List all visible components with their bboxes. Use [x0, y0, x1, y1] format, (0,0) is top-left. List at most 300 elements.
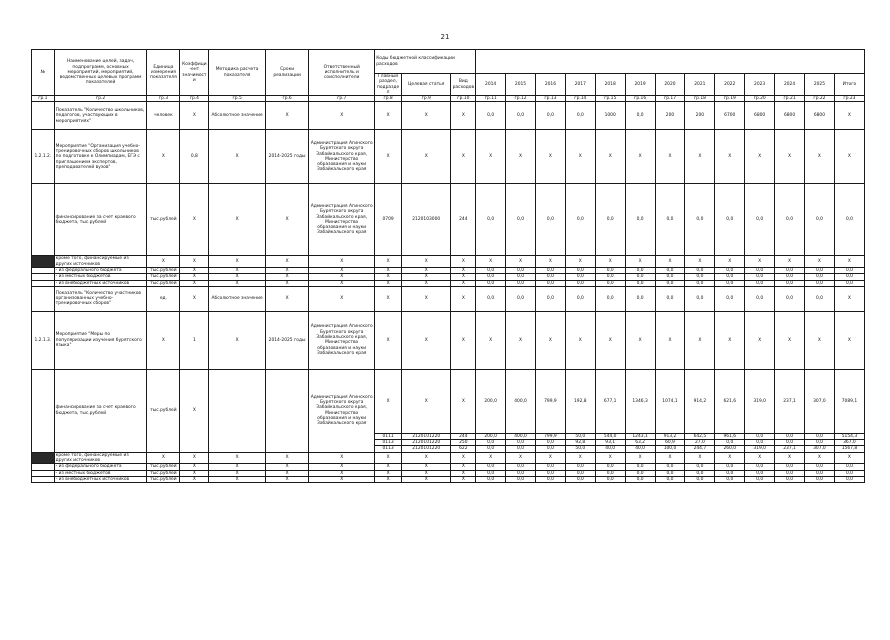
table-cell: 0,0 — [715, 464, 745, 470]
header-year: 2016 — [535, 74, 565, 96]
table-cell: 0,0 — [655, 464, 685, 470]
header-method: Методика расчета показателя — [209, 50, 266, 96]
table-cell: 0,0 — [506, 286, 536, 311]
table-cell: 0,0 — [565, 267, 595, 273]
table-cell: 6800 — [745, 102, 775, 130]
header-year: Итого — [834, 74, 864, 96]
table-cell: 307,0 — [804, 369, 834, 433]
table-cell: X — [209, 267, 266, 273]
table-cell: X — [834, 256, 864, 268]
table-cell: 0,8 — [180, 130, 209, 184]
table-cell: 5154,3 — [834, 433, 864, 439]
header-year: 2020 — [655, 74, 685, 96]
table-cell: X — [375, 464, 402, 470]
table-cell: X — [775, 452, 805, 464]
table-cell: Показатель "Количество участников организованных учебно-тренировочных сборов" — [54, 286, 147, 311]
table-cell: X — [309, 452, 375, 464]
header-year: 2021 — [685, 74, 715, 96]
table-cell: X — [506, 311, 536, 369]
table-cell: 50,0 — [565, 446, 595, 452]
table-cell: X — [309, 274, 375, 280]
table-cell: 0,0 — [595, 267, 625, 273]
header-year: 2023 — [745, 74, 775, 96]
table-cell: 0,0 — [506, 446, 536, 452]
table-cell: X — [685, 256, 715, 268]
table-cell: 677,1 — [595, 369, 625, 433]
extrabudget-row — [32, 476, 865, 482]
table-cell: X — [265, 267, 308, 273]
table-cell: - из местных бюджетов — [54, 470, 147, 476]
indicator-row — [32, 286, 865, 311]
table-cell: 622 — [451, 446, 476, 452]
table-cell: X — [595, 452, 625, 464]
table-cell: 6700 — [715, 102, 745, 130]
table-cell: 1000 — [595, 102, 625, 130]
table-cell: X — [147, 256, 180, 268]
table-cell: 0,0 — [775, 476, 805, 482]
header-subcode: Главный раздел, подраздел — [375, 74, 402, 96]
table-cell: 50,0 — [565, 433, 595, 439]
table-cell: 0,0 — [655, 476, 685, 482]
col-number: гр.22 — [804, 96, 834, 102]
col-number: гр.19 — [715, 96, 745, 102]
table-cell: 200,0 — [476, 433, 506, 439]
table-cell: X — [595, 256, 625, 268]
table-cell: 367,0 — [834, 440, 864, 446]
header-name: Наименование целей, задач, подпрограмм, основных мероприятий, мероприятий, ведомственных целевых программ показателей — [54, 50, 147, 96]
table-cell: X — [476, 311, 506, 369]
table-cell — [209, 369, 266, 452]
table-cell: 0,0 — [595, 286, 625, 311]
table-cell: X — [834, 130, 864, 184]
table-cell: 0,0 — [775, 464, 805, 470]
table-cell: X — [401, 130, 450, 184]
header-year: 2025 — [804, 74, 834, 96]
table-cell: 0,0 — [535, 102, 565, 130]
table-cell: X — [401, 280, 450, 286]
table-cell: X — [476, 130, 506, 184]
table-cell: 0,0 — [535, 286, 565, 311]
table-cell: ед. — [147, 286, 180, 311]
table-cell: X — [655, 256, 685, 268]
table-cell: 250 — [451, 440, 476, 446]
table-cell: X — [265, 470, 308, 476]
table-cell: 92,8 — [565, 440, 595, 446]
table-cell: X — [309, 464, 375, 470]
table-cell: 63,2 — [625, 440, 655, 446]
table-cell: X — [375, 267, 402, 273]
table-cell: 0,0 — [565, 102, 595, 130]
table-cell: 2120101220 — [401, 440, 450, 446]
table-cell: 2120101220 — [401, 446, 450, 452]
table-cell: 0,0 — [535, 440, 565, 446]
table-cell: 0,0 — [715, 280, 745, 286]
table-cell: 0,0 — [775, 470, 805, 476]
table-cell: X — [180, 369, 209, 452]
table-cell: 913,2 — [655, 433, 685, 439]
table-cell: - из федерального бюджета — [54, 464, 147, 470]
table-cell: 0,0 — [804, 440, 834, 446]
table-cell: 0,0 — [595, 470, 625, 476]
table-cell: 0,0 — [715, 470, 745, 476]
col-number: гр.8 — [375, 96, 402, 102]
table-cell: X — [565, 256, 595, 268]
header-year: 2017 — [565, 74, 595, 96]
table-cell: 0,0 — [625, 280, 655, 286]
table-cell: 0,0 — [775, 267, 805, 273]
table-cell: X — [401, 267, 450, 273]
table-cell: X — [265, 256, 308, 268]
table-cell: X — [834, 452, 864, 464]
table-cell: X — [625, 256, 655, 268]
table-cell: X — [451, 256, 476, 268]
table-cell: X — [180, 267, 209, 273]
table-cell: X — [451, 280, 476, 286]
table-cell: тыс.рублей — [147, 464, 180, 470]
table-cell: X — [834, 311, 864, 369]
table-cell: 0,0 — [535, 280, 565, 286]
table-cell: 319,0 — [745, 369, 775, 433]
table-cell: 40,0 — [625, 446, 655, 452]
table-cell: 0,0 — [506, 280, 536, 286]
table-cell: X — [804, 130, 834, 184]
table-cell: 0,0 — [804, 184, 834, 256]
table-cell: X — [375, 286, 402, 311]
table-cell: 0,0 — [476, 267, 506, 273]
table-cell: 0,0 — [804, 464, 834, 470]
table-cell: 0,0 — [834, 476, 864, 482]
table-cell: 1567,8 — [834, 446, 864, 452]
table-cell: 0,0 — [775, 433, 805, 439]
table-cell: 244 — [451, 433, 476, 439]
table-cell: 0,0 — [595, 184, 625, 256]
table-cell: 0,0 — [745, 274, 775, 280]
table-cell: 0,0 — [715, 184, 745, 256]
table-cell: X — [804, 256, 834, 268]
table-cell — [32, 369, 55, 452]
table-cell: 0,0 — [625, 267, 655, 273]
col-number: гр.17 — [655, 96, 685, 102]
table-cell: X — [715, 452, 745, 464]
header-budget-codes: Коды бюджетной классификации расходов — [375, 50, 476, 74]
table-cell: 307,0 — [804, 446, 834, 452]
table-cell: X — [401, 102, 450, 130]
table-cell: Администрация Агинского Бурятского округа Забайкальского края, Министерство образования и науки Забайкальского края — [309, 369, 375, 452]
table-cell: X — [401, 274, 450, 280]
table-cell: 237,1 — [775, 446, 805, 452]
col-number: гр.15 — [595, 96, 625, 102]
table-cell: 0,0 — [745, 433, 775, 439]
table-cell: X — [180, 452, 209, 464]
table-cell — [32, 102, 55, 130]
col-number: гр.23 — [834, 96, 864, 102]
table-cell: X — [209, 452, 266, 464]
table-cell: X — [565, 130, 595, 184]
table-cell: 0,0 — [804, 280, 834, 286]
financing-row — [32, 184, 865, 256]
table-cell: 0,0 — [655, 274, 685, 280]
table-cell: X — [745, 256, 775, 268]
table-cell: 6800 — [804, 102, 834, 130]
table-cell: X — [147, 452, 180, 464]
table-cell: 0,0 — [655, 280, 685, 286]
table-cell: X — [375, 256, 402, 268]
table-cell: 0,0 — [804, 267, 834, 273]
event-row — [32, 311, 865, 369]
table-cell: X — [535, 256, 565, 268]
table-cell: X — [804, 311, 834, 369]
table-cell: 0,0 — [565, 280, 595, 286]
table-cell: X — [401, 452, 450, 464]
table-cell: X — [180, 280, 209, 286]
table-cell: 0,0 — [476, 184, 506, 256]
table-cell: 27,0 — [685, 440, 715, 446]
table-cell — [32, 476, 55, 482]
table-cell: X — [375, 369, 402, 433]
header-executor: Ответственный исполнитель и соисполнители — [309, 50, 375, 96]
table-cell: 0,0 — [595, 274, 625, 280]
table-cell: 0111 — [375, 433, 402, 439]
table-cell: 0,0 — [565, 184, 595, 256]
table-cell — [265, 369, 308, 452]
table-cell: 0,0 — [804, 286, 834, 311]
table-cell: X — [265, 464, 308, 470]
table-cell: Показатель "Количество школьников, педагогов, участвующих в мероприятиях" — [54, 102, 147, 130]
table-cell: 1074,1 — [655, 369, 685, 433]
table-cell: X — [375, 470, 402, 476]
col-number: гр.12 — [506, 96, 536, 102]
table-cell: X — [375, 280, 402, 286]
table-cell: X — [209, 256, 266, 268]
header-year: 2019 — [625, 74, 655, 96]
table-cell: 200 — [655, 102, 685, 130]
table-cell: 0,0 — [506, 470, 536, 476]
page-number: 21 — [440, 33, 450, 41]
table-cell: 799,9 — [535, 369, 565, 433]
header-year: 2015 — [506, 74, 536, 96]
table-cell: 0,0 — [565, 274, 595, 280]
table-cell: 0,0 — [506, 267, 536, 273]
table-cell: 0,0 — [655, 470, 685, 476]
table-cell: - из внебюджетных источников — [54, 280, 147, 286]
table-cell: 0,0 — [715, 440, 745, 446]
table-cell: 0,0 — [506, 464, 536, 470]
col-number: гр.7 — [309, 96, 375, 102]
table-cell: X — [209, 184, 266, 256]
table-cell: 799,9 — [535, 433, 565, 439]
table-cell: 0,0 — [506, 440, 536, 446]
table-cell: 244 — [451, 184, 476, 256]
table-cell: X — [655, 452, 685, 464]
table-cell: финансирование за счет краевого бюджета, тыс.рублей — [54, 369, 147, 452]
table-cell: финансирование за счет краевого бюджета, тыс.рублей — [54, 184, 147, 256]
table-cell: X — [309, 280, 375, 286]
table-cell: X — [451, 369, 476, 433]
table-cell — [32, 256, 55, 268]
table-cell: 0,0 — [685, 280, 715, 286]
table-cell: X — [265, 102, 308, 130]
table-cell: 0,0 — [625, 464, 655, 470]
table-cell: X — [685, 311, 715, 369]
table-cell: X — [209, 274, 266, 280]
table-cell: X — [401, 256, 450, 268]
table-cell: 0,0 — [775, 440, 805, 446]
col-number: гр.3 — [147, 96, 180, 102]
event-row — [32, 130, 865, 184]
table-cell: 0,0 — [625, 102, 655, 130]
table-cell: 0,0 — [685, 274, 715, 280]
table-cell: 0,0 — [565, 286, 595, 311]
table-cell: 0,0 — [745, 184, 775, 256]
col-number: гр.18 — [685, 96, 715, 102]
table-cell: X — [375, 476, 402, 482]
table-cell: Администрация Агинского Бурятского округа Забайкальского края, Министерство образования и науки Забайкальского края — [309, 311, 375, 369]
table-cell: 0,0 — [476, 440, 506, 446]
table-cell: 0,0 — [625, 476, 655, 482]
table-cell — [32, 286, 55, 311]
table-cell: X — [180, 286, 209, 311]
table-cell: 0,0 — [625, 184, 655, 256]
table-cell: X — [309, 102, 375, 130]
table-cell: 0,0 — [775, 274, 805, 280]
table-cell: 93,1 — [595, 440, 625, 446]
table-cell: X — [715, 311, 745, 369]
table-cell: X — [565, 452, 595, 464]
table-cell: 0709 — [375, 184, 402, 256]
table-cell: X — [451, 452, 476, 464]
table-cell: X — [745, 311, 775, 369]
table-cell: 237,1 — [775, 369, 805, 433]
table-cell: 0,0 — [655, 184, 685, 256]
table-cell: 400,0 — [506, 369, 536, 433]
table-cell: кроме того, финансируемые из других источников — [54, 256, 147, 268]
table-cell: X — [309, 256, 375, 268]
table-cell: X — [775, 256, 805, 268]
table-cell: X — [401, 476, 450, 482]
table-cell: X — [535, 311, 565, 369]
table-cell: 0,0 — [625, 274, 655, 280]
table-cell: X — [180, 464, 209, 470]
table-cell: 2120101220 — [401, 433, 450, 439]
table-cell: 0,0 — [775, 280, 805, 286]
table-cell: 6800 — [775, 102, 805, 130]
table-cell: X — [451, 286, 476, 311]
table-cell: 0,0 — [535, 446, 565, 452]
table-cell: X — [535, 452, 565, 464]
table-cell: X — [265, 452, 308, 464]
header-year: 2018 — [595, 74, 625, 96]
table-cell: X — [147, 130, 180, 184]
table-cell: 1243,1 — [625, 433, 655, 439]
table-cell: 244,7 — [685, 446, 715, 452]
table-cell: X — [401, 369, 450, 433]
header-row-1 — [32, 50, 865, 74]
table-cell: 0,0 — [595, 464, 625, 470]
table-cell: X — [209, 476, 266, 482]
table-cell: 0,0 — [685, 267, 715, 273]
table-cell: 0,0 — [834, 267, 864, 273]
table-cell: X — [180, 102, 209, 130]
table-cell: 0,0 — [506, 476, 536, 482]
table-cell: X — [265, 286, 308, 311]
table-cell: 40,0 — [595, 446, 625, 452]
table-cell: X — [265, 274, 308, 280]
table-cell: X — [309, 476, 375, 482]
table-cell: тыс.рублей — [147, 184, 180, 256]
table-cell: 0,0 — [834, 274, 864, 280]
table-cell: X — [595, 311, 625, 369]
table-cell: 642,5 — [685, 433, 715, 439]
financing-row — [32, 369, 865, 433]
table-cell: X — [209, 311, 266, 369]
table-cell: X — [745, 452, 775, 464]
table-cell: - из внебюджетных источников — [54, 476, 147, 482]
table-cell: 7089,1 — [834, 369, 864, 433]
table-cell: X — [180, 184, 209, 256]
table-cell: X — [401, 286, 450, 311]
table-cell: 0,0 — [685, 286, 715, 311]
col-number: гр.14 — [565, 96, 595, 102]
table-cell: X — [209, 130, 266, 184]
table-cell: 0,0 — [745, 267, 775, 273]
table-cell: тыс.рублей — [147, 470, 180, 476]
table-cell: 0,0 — [535, 184, 565, 256]
table-cell: 0,0 — [775, 286, 805, 311]
table-cell: 621,6 — [715, 369, 745, 433]
table-cell: 1.2.1.3. — [32, 311, 55, 369]
budget-table — [31, 49, 865, 483]
table-cell: 1 — [180, 311, 209, 369]
table-cell: 0,0 — [476, 446, 506, 452]
header-years-group — [476, 50, 865, 74]
col-number: гр.9 — [401, 96, 450, 102]
table-cell: 60,9 — [655, 440, 685, 446]
table-cell: X — [180, 256, 209, 268]
table-cell: X — [625, 311, 655, 369]
table-cell: 0,0 — [745, 440, 775, 446]
table-cell: 0,0 — [715, 286, 745, 311]
table-cell: X — [209, 280, 266, 286]
header-subcode: Вид расходов — [451, 74, 476, 96]
table-cell: 0,0 — [685, 476, 715, 482]
header-period: Сроки реализации — [265, 50, 308, 96]
table-cell: X — [775, 130, 805, 184]
table-cell: Администрация Агинского Бурятского округа Забайкальского края, Министерство образования и науки Забайкальского края — [309, 184, 375, 256]
table-cell: X — [685, 130, 715, 184]
indicator-row — [32, 102, 865, 130]
table-cell: 0,0 — [685, 184, 715, 256]
table-cell: 0,0 — [804, 470, 834, 476]
col-number: гр.4 — [180, 96, 209, 102]
table-cell: 0,0 — [476, 470, 506, 476]
table-cell: X — [309, 267, 375, 273]
table-cell: X — [265, 476, 308, 482]
table-cell: X — [401, 470, 450, 476]
table-cell: Мероприятие "Организация учебно-тренировочных сборов школьников по подготовке к Олимпиадам, ЕГЭ с приглашением экспертов, преподавателей вузов" — [54, 130, 147, 184]
table-cell: человек — [147, 102, 180, 130]
col-number: гр.10 — [451, 96, 476, 102]
table-cell: X — [451, 130, 476, 184]
table-cell: X — [834, 102, 864, 130]
table-cell: X — [451, 267, 476, 273]
table-cell: 0,0 — [715, 476, 745, 482]
table-cell: 0,0 — [595, 476, 625, 482]
table-cell: 0,0 — [685, 470, 715, 476]
header-year: 2022 — [715, 74, 745, 96]
table-cell: 0,0 — [745, 470, 775, 476]
table-cell: Абсолютное значение — [209, 286, 266, 311]
table-cell: тыс.рублей — [147, 267, 180, 273]
